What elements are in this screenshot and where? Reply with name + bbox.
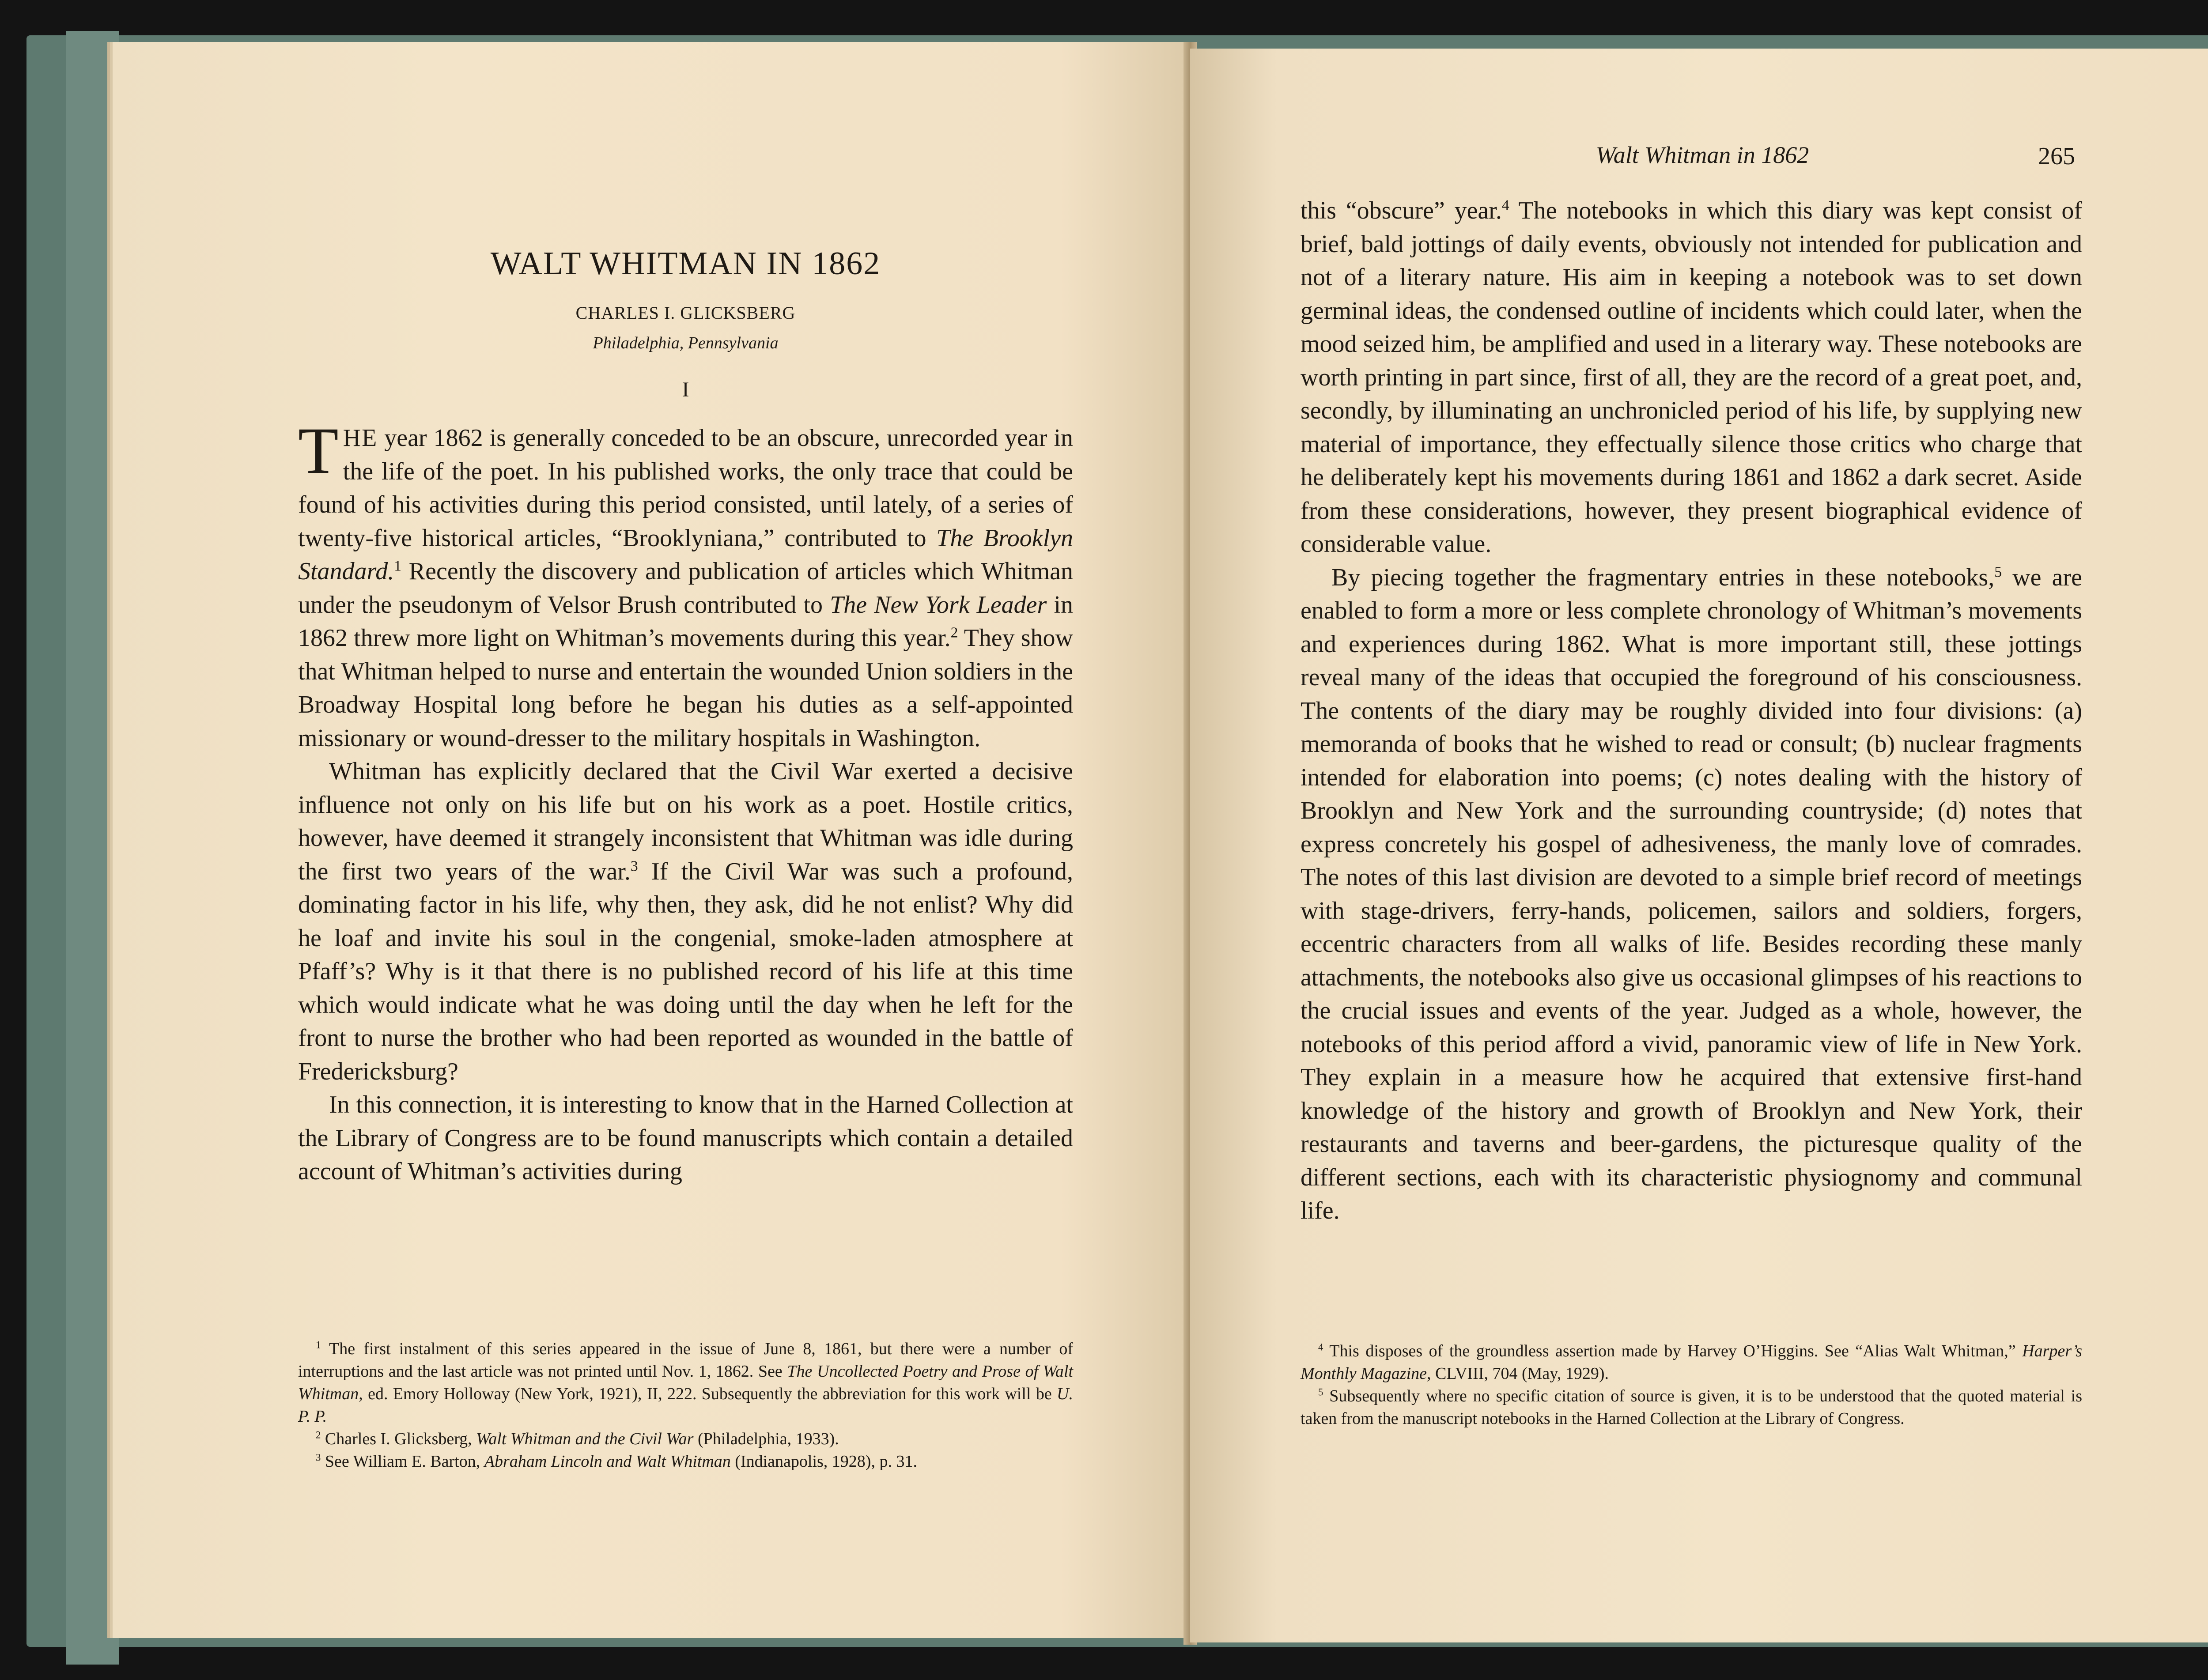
footnote bbox=[1301, 1385, 2082, 1430]
author-affiliation: Philadelphia, Pennsylvania bbox=[593, 334, 779, 352]
text-run: ed. Emory Holloway (New York, 1921), II, 222. Subsequently the abbreviation for this work will be bbox=[363, 1385, 1057, 1403]
text-run: Recently the discovery and publication of articles which Whitman under the pseudonym of Velsor Brush contributed to bbox=[298, 558, 1073, 619]
small-caps-word: HE bbox=[343, 424, 378, 452]
footnote-ref: 5 bbox=[1994, 563, 2002, 580]
work-title: The Uncollected Poetry and Prose of Walt Whitman, bbox=[298, 1362, 1074, 1403]
work-title: The New York Leader bbox=[830, 591, 1047, 619]
paragraph bbox=[1301, 561, 2082, 1228]
footnote-ref: 3 bbox=[630, 857, 638, 874]
text-run: If the Civil War was such a profound, dominating factor in his life, why then, they ask, did he not enlist? Why did he loaf and invite his soul in the congenial, smoke-laden atmosphere at Pfaff’s? Why is it that there is no published record of his life at this time which would indicate what he was doing until the day when he left for the front to nurse the brother who had been reported as wounded in the battle of Fredericksburg? bbox=[298, 857, 1073, 1085]
text-run: The notebooks in which this diary was kept consist of brief, bald jottings of daily events, obviously not intended for publication and not of a literary nature. His aim in keeping a notebook was to set down germinal ideas, the condensed outline of incidents which could later, when the mood seized him, be amplified and used in a literary way. These notebooks are worth printing in part since, first of all, they are the record of a great poet, and, secondly, by illuminating an unchronicled period of his life, by supplying new material of importance, they effectually silence those critics who charge that he deliberately kept his movements during 1861 and 1862 a dark secret. Aside from these considerations, however, they present biographical evidence of considerable value. bbox=[1301, 197, 2082, 558]
page-number: 265 bbox=[2038, 143, 2075, 170]
text-run: See William E. Barton, bbox=[321, 1452, 484, 1471]
abbreviation: U. P. P. bbox=[298, 1385, 1073, 1426]
work-title: Walt Whitman and the Civil War bbox=[476, 1430, 694, 1448]
drop-cap: T bbox=[298, 414, 339, 487]
footnote-number: 3 bbox=[316, 1452, 321, 1463]
text-run: In this connection, it is interesting to know that in the Harned Collection at the Library of Congress are to be found manuscripts which contain a detailed account of Whitman’s activities during bbox=[298, 1091, 1073, 1185]
running-head: Walt Whitman in 1862 bbox=[1596, 142, 1809, 168]
right-footnotes bbox=[1301, 1340, 2082, 1430]
footnote-ref: 2 bbox=[950, 624, 958, 641]
text-run: in 1862 threw more light on Whitman’s movements during this year. bbox=[298, 591, 1073, 652]
footnote bbox=[298, 1428, 1073, 1450]
footnote-number: 4 bbox=[1318, 1341, 1323, 1353]
text-run: Whitman has explicitly declared that the Civil War exerted a decisive influence not only on his life but on his work as a poet. Hostile critics, however, have deemed it strangely inconsistent that Whitman was idle during the first two years of the war. bbox=[298, 758, 1073, 885]
work-title: Harper’s Monthly Magazine, bbox=[1301, 1342, 2082, 1383]
section-number: I bbox=[682, 378, 689, 401]
article-title: WALT WHITMAN IN 1862 bbox=[490, 245, 881, 282]
paragraph bbox=[1301, 194, 2082, 561]
paragraph bbox=[298, 755, 1073, 1088]
article-author: CHARLES I. GLICKSBERG bbox=[575, 303, 796, 323]
text-run: this “obscure” year. bbox=[1301, 197, 1502, 224]
book-spine-edge bbox=[66, 31, 119, 1665]
left-body-text bbox=[298, 414, 1074, 1189]
text-run: we are enabled to form a more or less complete chronology of Whitman’s movements and experiences during 1862. What is more important still, these jottings reveal many of the ideas that occupied the foreground of his consciousness. The contents of the diary may be roughly divided into four divisions: (a) memoranda of books that he wished to read or consult; (b) nuclear fragments intended for elaboration into poems; (c) notes dealing with the history of Brooklyn and New York and the surrounding countryside; (d) notes that express concretely his gospel of adhesiveness, the manly love of comrades. The notes of this last division are devoted to a simple brief record of meetings with stage-drivers, ferry-hands, policemen, sailors and soldiers, forgers, eccentric characters from all walks of life. Besides recording these manly attachments, the notebooks also give us occasional glimpses of his reactions to the crucial issues and events of the year. Judged as a whole, however, the notebooks of this period afford a vivid, panoramic view of life in New York. They explain in a measure how he acquired that extensive first-hand knowledge of the history and growth of Brooklyn and New York, their restaurants and taverns and beer-gardens, the picturesque quality of the different sections, each with its characteristic physiognomy and communal life. bbox=[1301, 563, 2083, 1224]
footnote-ref: 4 bbox=[1501, 197, 1509, 214]
footnote-number: 5 bbox=[1318, 1386, 1323, 1398]
work-title: The Brooklyn Standard. bbox=[298, 524, 1074, 585]
text-run: CLVIII, 704 (May, 1929). bbox=[1431, 1364, 1609, 1383]
text-run: (Indianapolis, 1928), p. 31. bbox=[730, 1452, 917, 1471]
footnote-number: 2 bbox=[316, 1429, 321, 1441]
footnote-ref: 1 bbox=[394, 558, 402, 574]
footnote bbox=[298, 1338, 1073, 1428]
work-title: Abraham Lincoln and Walt Whitman bbox=[484, 1452, 731, 1471]
text-run: Charles I. Glicksberg, bbox=[321, 1430, 476, 1448]
text-run: This disposes of the groundless assertion made by Harvey O’Higgins. See “Alias Walt Whitman,” bbox=[1323, 1342, 2023, 1360]
text-run: year 1862 is generally conceded to be an obscure, unrecorded year in the life of the poet. In his published works, the only trace that could be found of his activities during this period consisted, until lately, of a series of twenty-five historical articles, “Brooklyniana,” contributed to bbox=[298, 424, 1073, 552]
left-page bbox=[113, 42, 1190, 1638]
text-run: They show that Whitman helped to nurse and entertain the wounded Union soldiers in the Broadway Hospital long before he began his duties as a self-appointed missionary or wound-dresser to the military hospitals in Washington. bbox=[298, 624, 1073, 752]
text-run: By piecing together the fragmentary entries in these notebooks, bbox=[1331, 563, 1995, 591]
paragraph bbox=[298, 1088, 1073, 1189]
right-body-text bbox=[1301, 194, 2082, 1228]
text-run: Subsequently where no specific citation of source is given, it is to be understood that the quoted material is taken from the manuscript notebooks in the Harned Collection at the Library of Congress. bbox=[1301, 1387, 2082, 1428]
right-page bbox=[1190, 49, 2208, 1642]
footnote-number: 1 bbox=[316, 1339, 321, 1351]
text-run: The first instalment of this series appeared in the issue of June 8, 1861, but there were a number of interruptions and the last article was not printed until Nov. 1, 1862. See bbox=[298, 1340, 1073, 1381]
footnote bbox=[1301, 1340, 2082, 1385]
paragraph bbox=[298, 414, 1074, 755]
left-footnotes bbox=[298, 1338, 1073, 1473]
footnote bbox=[298, 1450, 1073, 1473]
text-run: (Philadelphia, 1933). bbox=[693, 1430, 839, 1448]
